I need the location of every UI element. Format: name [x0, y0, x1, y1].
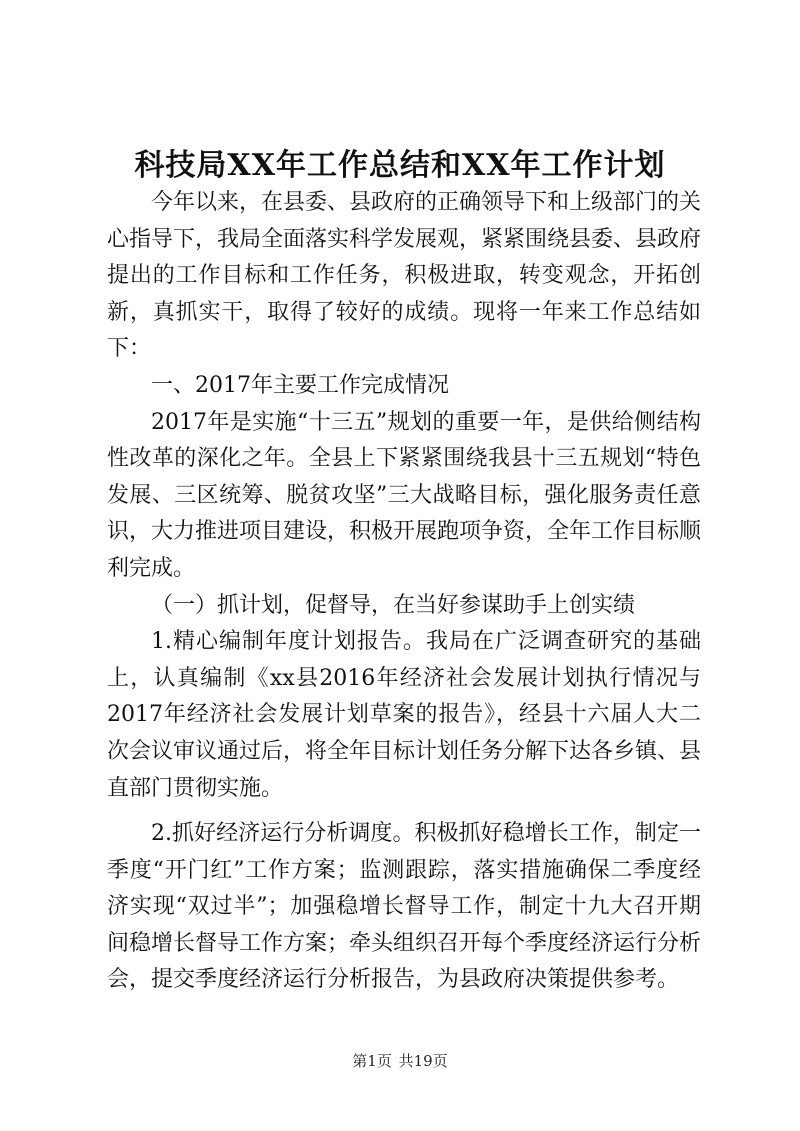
body-paragraph: 1.精心编制年度计划报告。我局在广泛调查研究的基础上，认真编制《xx县2016年经济社会发展计划执行情况与2017年经济社会发展计划草案的报告》，经县十六届人大二次会议审议通过后，将全年目标计划任务分解下达各乡镇、县直部门贯彻实施。 — [107, 629, 702, 801]
intro-paragraph: 今年以来，在县委、县政府的正确领导下和上级部门的关心指导下，我局全面落实科学发展观，紧紧围绕县委、县政府提出的工作目标和工作任务，积极进取，转变观念，开拓创新，真抓实干，取得了较好的成绩。现将一年来工作总结如下： — [107, 190, 702, 362]
page-total: 共19页 — [398, 1052, 448, 1070]
document-body — [107, 185, 701, 999]
subsection-heading: （一）抓计划，促督导，在当好参谋助手上创实绩 — [151, 592, 636, 618]
body-paragraph: 2.抓好经济运行分析调度。积极抓好稳增长工作，制定一季度“开门红”工作方案；监测跟踪，落实措施确保二季度经济实现“双过半”；加强稳增长督导工作，制定十九大召开期间稳增长督导工作方案；牵头组织召开每个季度经济运行分析会，提交季度经济运行分析报告，为县政府决策提供参考。 — [107, 821, 702, 993]
section-heading: 一、2017年主要工作完成情况 — [151, 372, 449, 398]
body-paragraph: 2017年是实施“十三五”规划的重要一年，是供给侧结构性改革的深化之年。全县上下紧紧围绕我县十三五规划“特色发展、三区统筹、脱贫攻坚”三大战略目标，强化服务责任意识，大力推进项目建设，积极开展跑项争资，全年工作目标顺利完成。 — [107, 409, 702, 581]
page-number: 第1页 — [352, 1052, 392, 1070]
document-title: 科技局XX年工作总结和XX年工作计划 — [134, 148, 666, 183]
page-footer — [0, 1050, 800, 1071]
